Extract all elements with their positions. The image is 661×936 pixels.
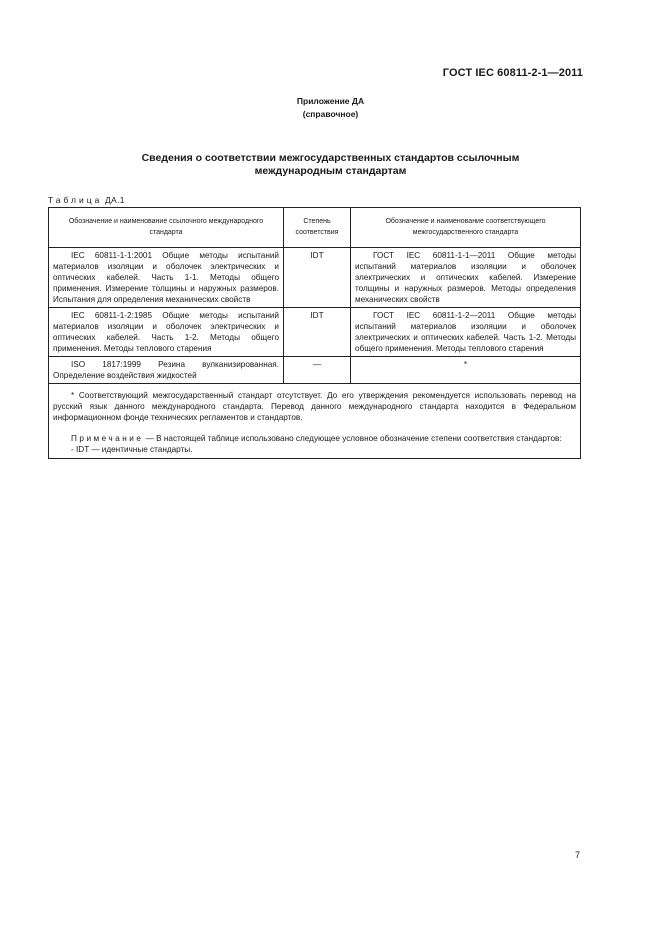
appendix-title: Приложение ДА	[296, 96, 365, 106]
cell-international: IEC 60811-1-1:2001 Общие методы испытаний материалов изоляции и оболочек электрических и оптических кабелей. Часть 1-1. Методы общего применения. Измерение толщины и наружных размеров. Испытания для определения механических свойств	[49, 248, 284, 308]
cell-degree: IDT	[284, 308, 351, 357]
table-notes-row	[49, 384, 581, 459]
table-header-row	[49, 208, 581, 248]
appendix-subtitle: (справочное)	[302, 109, 359, 119]
document-code: ГОСТ IEC 60811-2-1—2011	[442, 67, 583, 79]
cell-interstate: ГОСТ IEC 60811-1-2—2011 Общие методы испытаний материалов изоляции и оболочек электрических и оптических кабелей. Часть 1-2. Методы общего применения. Методы теплового старения	[351, 308, 581, 357]
note-item: - IDT — идентичные стандарты.	[71, 445, 193, 454]
note	[53, 433, 576, 444]
table-caption-label: Таблица	[48, 195, 103, 205]
cell-degree: —	[284, 357, 351, 384]
header-degree: Степень соответствия	[284, 208, 351, 248]
page-number: 7	[574, 850, 580, 860]
footnote: * Соответствующий межгосударственный стандарт отсутствует. До его утверждения рекомендуется использовать перевод на русский язык данного международного стандарта. Перевод данного международного стандарта находится в Федеральном информационном фонде технических регламентов и стандартов.	[53, 391, 576, 422]
cell-international: IEC 60811-1-2:1985 Общие методы испытаний материалов изоляции и оболочек электрических и оптических кабелей. Часть 1-2. Методы общего применения. Методы теплового старения	[49, 308, 284, 357]
note-label: Примечание	[71, 434, 144, 443]
section-title-line1: Сведения о соответствии межгосударственных стандартов ссылочным	[141, 152, 520, 164]
header-international-standard: Обозначение и наименование ссылочного международного стандарта	[49, 208, 284, 248]
cell-degree: IDT	[284, 248, 351, 308]
note-text: — В настоящей таблице использовано следующее условное обозначение степени соответствия стандартов:	[145, 434, 562, 443]
cell-interstate: ГОСТ IEC 60811-1-1—2011 Общие методы испытаний материалов изоляции и оболочек электрических и оптических кабелей. Измерение толщины и наружных размеров. Методы определения механических свойств	[351, 248, 581, 308]
correspondence-table	[48, 207, 581, 459]
notes-cell	[49, 384, 581, 459]
section-title	[0, 152, 661, 178]
header-interstate-standard: Обозначение и наименование соответствующего межгосударственного стандарта	[351, 208, 581, 248]
table-caption	[48, 195, 125, 205]
table-row	[49, 248, 581, 308]
section-title-line2: международным стандартам	[254, 165, 407, 177]
cell-interstate: *	[351, 357, 581, 384]
table-row	[49, 308, 581, 357]
table-row	[49, 357, 581, 384]
table-caption-number: ДА.1	[105, 195, 125, 205]
appendix-heading	[0, 95, 661, 121]
cell-international: ISO 1817:1999 Резина вулканизированная. Определение воздействия жидкостей	[49, 357, 284, 384]
